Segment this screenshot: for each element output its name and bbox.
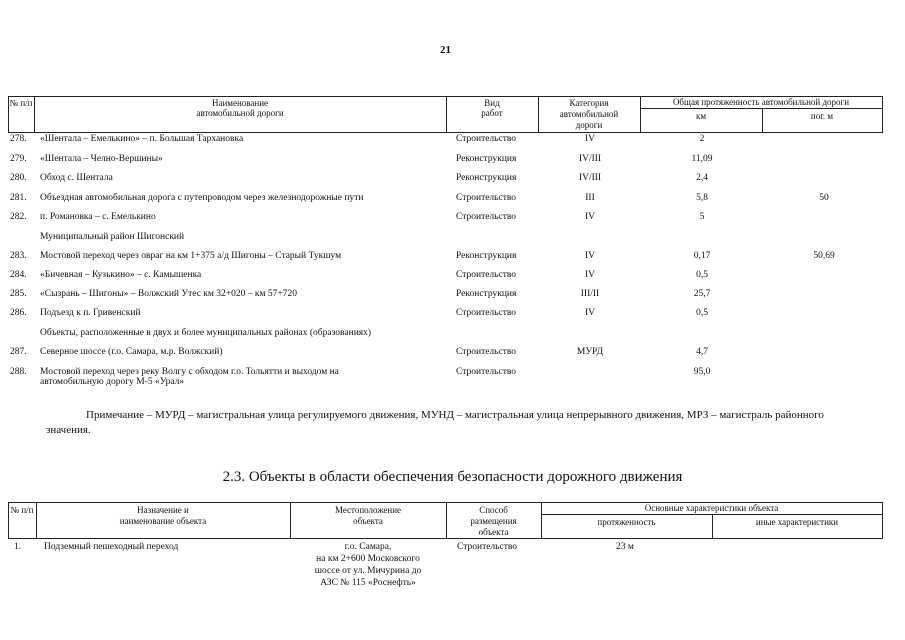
row-num: 284. — [10, 270, 27, 280]
row-km: 2,4 — [696, 173, 708, 183]
row-name: Обход с. Шентала — [40, 173, 113, 183]
row-category: IV — [584, 308, 596, 318]
t2-header-name-1: Назначение и — [137, 505, 189, 515]
row-work: Реконструкция — [456, 173, 517, 183]
header-pm: пог. м — [810, 111, 834, 121]
row-category: IV — [584, 270, 596, 280]
row-pm: 50,69 — [813, 251, 835, 261]
subheading: Объекты, расположенные в двух и более муниципальных районах (образованиях) — [40, 328, 372, 338]
t2-row-name: Подземный пешеходный переход — [44, 542, 179, 552]
row-category: IV — [584, 134, 596, 144]
row-km: 0,17 — [693, 251, 711, 261]
t2-row-num: 1. — [14, 542, 22, 552]
row-num: 283. — [10, 251, 27, 261]
row-category: IV — [584, 251, 596, 261]
row-pm: 50 — [819, 193, 829, 203]
t2-row-method: Строительство — [457, 542, 518, 552]
header-cat-2: автомобильной — [559, 109, 619, 119]
row-num: 288. — [10, 367, 27, 377]
row-num: 287. — [10, 347, 27, 357]
row-work: Строительство — [456, 134, 517, 144]
header-work-1: Вид — [484, 98, 500, 108]
row-work: Реконструкция — [456, 251, 517, 261]
row-work: Строительство — [456, 367, 517, 377]
row-work: Реконструкция — [456, 154, 517, 164]
row-name: «Сызрань – Шигоны» – Волжский Утес км 32+020 – км 57+720 — [40, 289, 298, 299]
row-name: Северное шоссе (г.о. Самара, м.р. Волжский) — [40, 347, 223, 357]
t2-row-loc-3: шоссе от ул. Мичурина до — [314, 566, 422, 576]
row-name: п. Романовка – с. Емелькино — [40, 212, 156, 222]
t2-header-other: иные характеристики — [755, 517, 839, 527]
row-work: Реконструкция — [456, 289, 517, 299]
row-km: 5 — [699, 212, 705, 222]
t2-header-chars: Основные характеристики объекта — [644, 503, 779, 513]
row-category: III/II — [580, 289, 600, 299]
row-km: 25,7 — [693, 289, 711, 299]
row-km: 11,09 — [691, 154, 713, 164]
t2-header-loc-1: Местоположение — [334, 505, 402, 515]
t2-header-method-1: Способ — [479, 505, 508, 515]
header-num: № п/п — [9, 98, 33, 108]
row-work: Строительство — [456, 212, 517, 222]
row-num: 285. — [10, 289, 27, 299]
row-work: Строительство — [456, 193, 517, 203]
header-length: Общая протяженность автомобильной дороги — [672, 97, 850, 107]
note: Примечание – МУРД – магистральная улица регулируемого движения, МУНД – магистральная улица непрерывного движения, МРЗ – магистраль районного значения. — [46, 409, 824, 436]
t2-header-length: протяженность — [597, 517, 656, 527]
row-num: 281. — [10, 193, 27, 203]
row-name: «Бичевная – Кузькино» – с. Камышенка — [40, 270, 202, 280]
t2-row-loc-1: г.о. Самара, — [344, 542, 392, 552]
header-name-2: автомобильной дороги — [196, 108, 284, 118]
t2-header-loc-2: объекта — [353, 516, 383, 526]
row-num: 279. — [10, 154, 27, 164]
row-name-cont: автомобильную дорогу М-5 «Урал» — [40, 377, 185, 387]
header-work-2: работ — [481, 108, 503, 118]
row-name: «Шентала – Челно-Вершины» — [40, 154, 163, 164]
row-km: 5,8 — [696, 193, 708, 203]
t2-row-loc-2: на км 2+600 Московского — [316, 554, 420, 564]
subheading: Муниципальный район Шигонский — [40, 232, 185, 242]
row-name: Мостовой переход через овраг на км 1+375 а/д Шигоны – Старый Тукшум — [40, 251, 342, 261]
row-km: 2 — [699, 134, 705, 144]
row-km: 95,0 — [693, 367, 711, 377]
t2-header-method-3: объекта — [478, 527, 509, 537]
row-num: 280. — [10, 173, 27, 183]
t2-header-num: № п/п — [10, 505, 34, 515]
row-work: Строительство — [456, 308, 517, 318]
t2-row-loc-4: АЗС № 115 «Роснефть» — [320, 578, 416, 588]
t2-header-name-2: наименование объекта — [119, 516, 207, 526]
row-name: «Шентала – Емелькино» – п. Большая Тархановка — [40, 134, 244, 144]
t2-row-length: 23 м — [616, 542, 634, 552]
row-km: 0,5 — [696, 270, 708, 280]
row-category: IV — [584, 212, 596, 222]
row-km: 0,5 — [696, 308, 708, 318]
row-name: Мостовой переход через реку Волгу с обходом г.о. Тольятти и выходом на — [40, 367, 339, 377]
row-num: 282. — [10, 212, 27, 222]
row-category: IV/III — [578, 154, 602, 164]
row-name: Объездная автомобильная дорога с путепроводом через железнодорожные пути — [40, 193, 364, 203]
t2-header-method-2: размещения — [470, 516, 517, 526]
row-name: Подъезд к п. Гривенский — [40, 308, 141, 318]
page-number: 21 — [440, 44, 451, 56]
row-num: 278. — [10, 134, 27, 144]
row-num: 286. — [10, 308, 27, 318]
row-work: Строительство — [456, 270, 517, 280]
header-cat-1: Категория — [569, 98, 609, 108]
header-cat-3: дороги — [575, 120, 603, 130]
row-km: 4,7 — [696, 347, 708, 357]
row-category: МУРД — [576, 347, 604, 357]
row-category: IV/III — [578, 173, 602, 183]
row-work: Строительство — [456, 347, 517, 357]
header-name-1: Наименование — [211, 98, 269, 108]
section-title: 2.3. Объекты в области обеспечения безопасности дорожного движения — [222, 469, 683, 485]
row-category: III — [585, 193, 595, 203]
header-km: км — [695, 111, 707, 121]
